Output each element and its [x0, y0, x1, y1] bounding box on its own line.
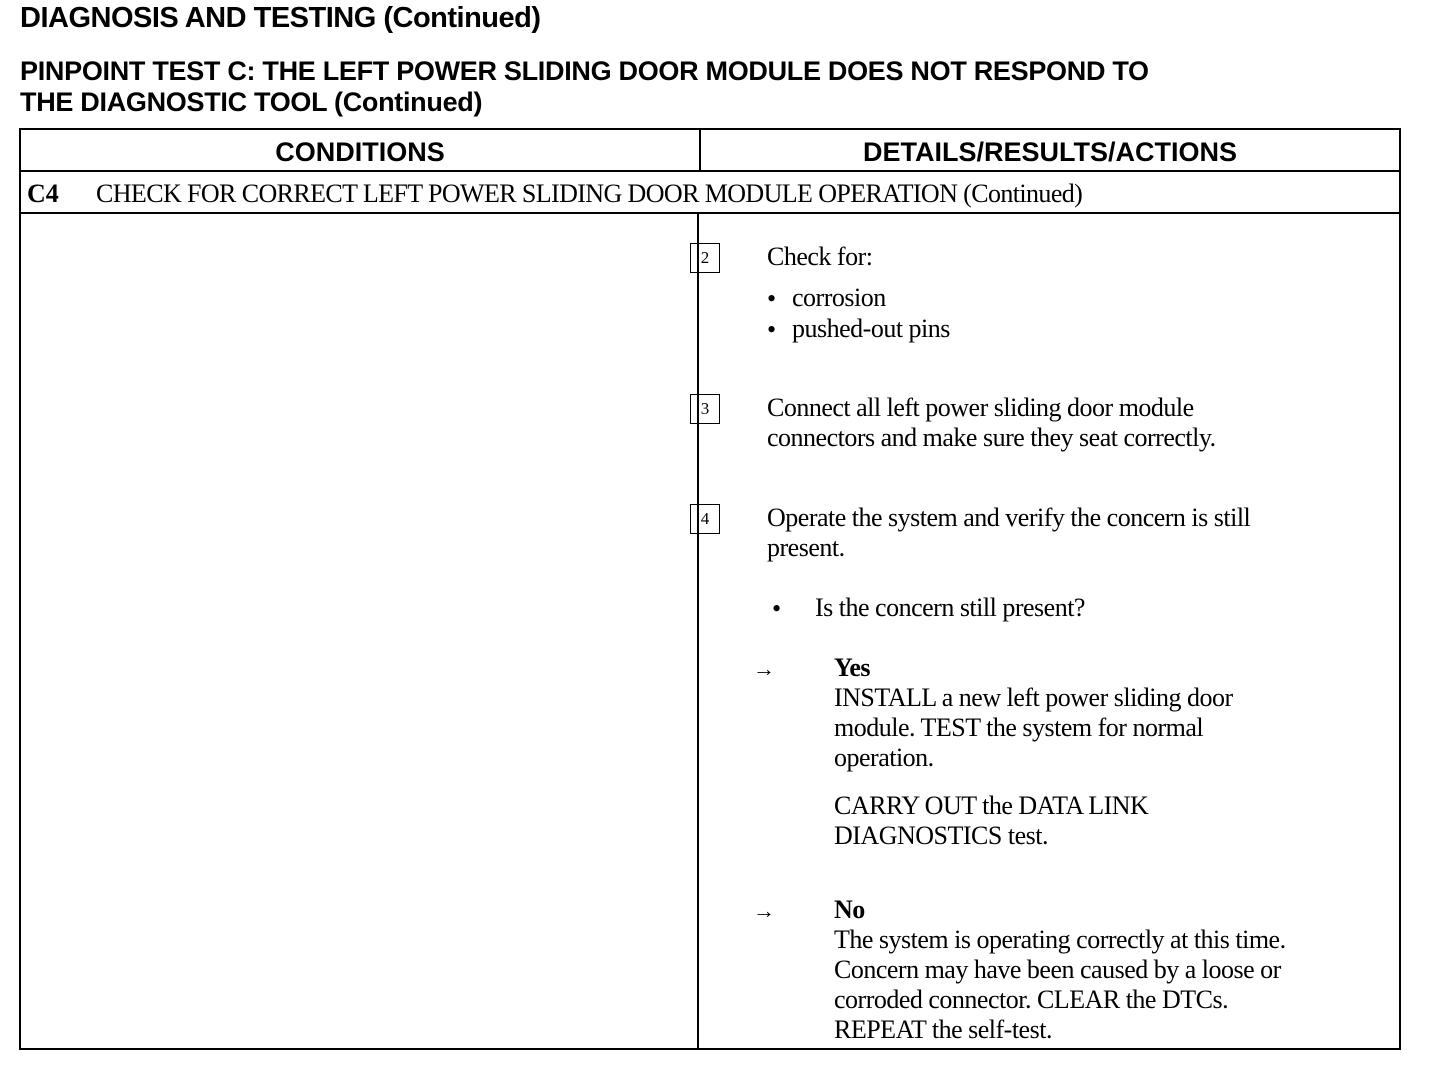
step-number-box: 4: [690, 504, 720, 534]
text-line: present.: [767, 533, 845, 562]
text-line: CARRY OUT the DATA LINK: [834, 791, 1149, 820]
test-title-line: THE DIAGNOSTIC TOOL (Continued): [20, 87, 483, 117]
text-line: INSTALL a new left power sliding door: [834, 683, 1233, 712]
arrow-right-icon: →: [753, 656, 775, 681]
text-line: Concern may have been caused by a loose or: [834, 955, 1281, 984]
bullet-icon: •: [772, 594, 782, 623]
bullet-icon: •: [767, 315, 777, 344]
step-text: [767, 503, 1250, 563]
page-title: DIAGNOSIS AND TESTING (Continued): [20, 2, 541, 34]
text-line: Operate the system and verify the concern is still: [767, 503, 1251, 532]
bullet-text: pushed-out pins: [792, 314, 950, 343]
test-title: [20, 56, 1149, 118]
conditions-header: CONDITIONS: [21, 130, 701, 172]
bullet-text: corrosion: [792, 283, 886, 312]
details-header: DETAILS/RESULTS/ACTIONS: [701, 130, 1399, 172]
spacer: [834, 773, 1233, 791]
no-label: No: [834, 895, 865, 924]
test-title-line: PINPOINT TEST C: THE LEFT POWER SLIDING DOOR MODULE DOES NOT RESPOND TO: [20, 56, 1149, 86]
step-title: CHECK FOR CORRECT LEFT POWER SLIDING DOOR MODULE OPERATION (Continued): [96, 179, 1083, 208]
text-line: corroded connector. CLEAR the DTCs.: [834, 985, 1229, 1014]
step-id: C4: [27, 179, 59, 208]
question-text: Is the concern still present?: [815, 593, 1085, 622]
text-line: REPEAT the self-test.: [834, 1015, 1052, 1044]
text-line: Connect all left power sliding door module: [767, 393, 1194, 422]
text-line: connectors and make sure they seat correctly.: [767, 423, 1216, 452]
step-row: [21, 172, 1399, 214]
text-line: DIAGNOSTICS test.: [834, 821, 1048, 850]
arrow-right-icon: →: [753, 898, 775, 923]
yes-label: Yes: [834, 653, 871, 682]
step-text: Check for:: [767, 242, 873, 271]
step-number-box: 2: [690, 243, 720, 273]
text-line: The system is operating correctly at this time.: [834, 925, 1286, 954]
text-line: module. TEST the system for normal: [834, 713, 1204, 742]
step-number-box: 3: [690, 394, 720, 424]
no-result: [834, 895, 1286, 1045]
text-line: operation.: [834, 743, 934, 772]
column-divider: [697, 214, 699, 1048]
yes-result: [834, 653, 1233, 851]
bullet-icon: •: [767, 284, 777, 313]
step-text: [767, 393, 1216, 453]
